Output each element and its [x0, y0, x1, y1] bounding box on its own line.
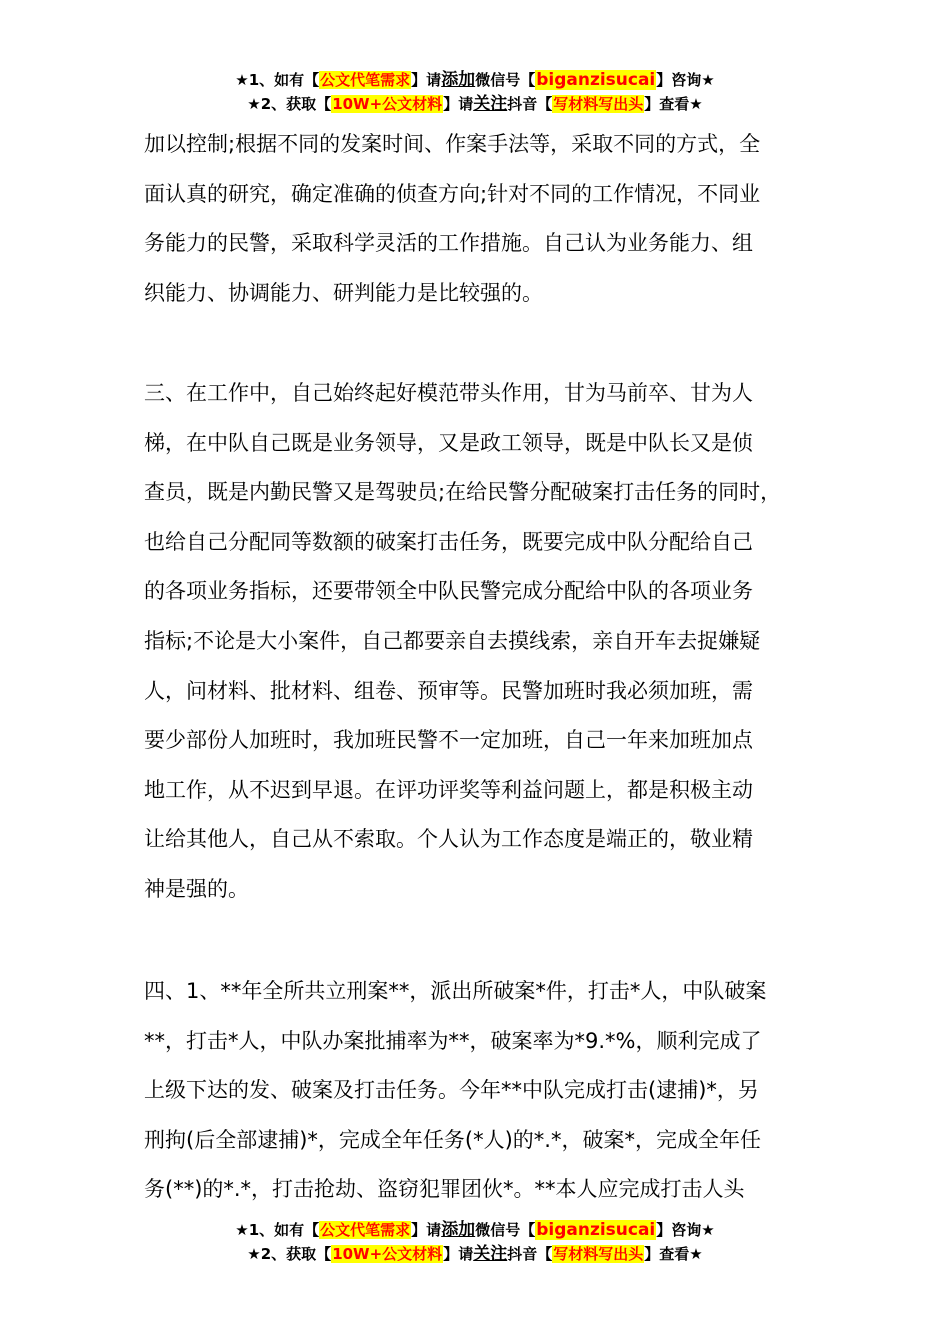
douyin-id-highlight: 写材料写出头 [553, 1245, 644, 1263]
banner-text: ★2、获取【 [247, 95, 332, 113]
text-line: 神是强的。 [144, 876, 249, 901]
banner-text: 微信号【 [475, 71, 536, 89]
banner-line-2 [0, 92, 950, 116]
banner-text: 微信号【 [475, 1221, 536, 1239]
banner-highlight: 10W+公文材料 [332, 95, 443, 113]
douyin-id-highlight: 写材料写出头 [553, 95, 644, 113]
banner-text: 抖音【 [507, 95, 553, 113]
text-line: 加以控制;根据不同的发案时间、作案手法等，采取不同的方式，全 [144, 132, 761, 156]
text-line: 上级下达的发、破案及打击任务。今年**中队完成打击(逮捕)*，另 [144, 1078, 759, 1103]
banner-underlined: 关注 [473, 1244, 508, 1264]
paragraph-1 [144, 120, 824, 318]
banner-underlined: 关注 [473, 94, 508, 114]
banner-text: 】咨询★ [656, 1221, 715, 1239]
banner-line-1 [0, 1218, 950, 1242]
text-line: 面认真的研究，确定准确的侦查方向;针对不同的工作情况，不同业 [144, 181, 761, 206]
text-line: 务能力的民警，采取科学灵活的工作措施。自己认为业务能力、组 [144, 231, 753, 256]
text-line: 务(**)的*.*，打击抢劫、盗窃犯罪团伙*。**本人应完成打击人头 [144, 1177, 745, 1202]
banner-text: 】查看★ [644, 1245, 703, 1263]
text-line: 四、1、**年全所共立刑案**，派出所破案*件，打击*人，中队破案 [144, 979, 767, 1003]
footer-banner [0, 1218, 950, 1266]
text-line: 查员，既是内勤民警又是驾驶员;在给民警分配破案打击任务的同时， [144, 480, 782, 505]
banner-text: ★1、如有【 [235, 1221, 320, 1239]
text-line: 梯，在中队自己既是业务领导，又是政工领导，既是中队长又是侦 [144, 430, 753, 455]
banner-highlight: 10W+公文材料 [332, 1245, 443, 1263]
banner-text: 】请 [411, 71, 442, 89]
text-line: 织能力、协调能力、研判能力是比较强的。 [144, 280, 543, 305]
text-line: 的各项业务指标，还要带领全中队民警完成分配给中队的各项业务 [144, 579, 753, 604]
paragraph-2 [144, 369, 824, 915]
banner-line-2 [0, 1242, 950, 1266]
banner-underlined: 添加 [441, 1220, 476, 1240]
header-banner [0, 68, 950, 116]
banner-text: 】请 [443, 1245, 474, 1263]
banner-text: 】查看★ [644, 95, 703, 113]
text-line: **，打击*人，中队办案批捕率为**，破案率为*9.*%，顺利完成了 [144, 1028, 762, 1053]
text-line: 三、在工作中，自己始终起好模范带头作用，甘为马前卒、甘为人 [144, 381, 753, 405]
wechat-id-highlight: biganzisucai [536, 1220, 656, 1240]
banner-highlight: 公文代笔需求 [320, 71, 411, 89]
banner-text: 】请 [411, 1221, 442, 1239]
text-line: 要少部份人加班时，我加班民警不一定加班，自己一年来加班加点 [144, 728, 753, 753]
text-line: 指标;不论是大小案件，自己都要亲自去摸线索，亲自开车去捉嫌疑 [144, 628, 761, 653]
banner-text: ★1、如有【 [235, 71, 320, 89]
paragraph-3 [144, 967, 824, 1215]
banner-text: 抖音【 [507, 1245, 553, 1263]
banner-text: 】请 [443, 95, 474, 113]
text-line: 也给自己分配同等数额的破案打击任务，既要完成中队分配给自己 [144, 529, 753, 554]
text-line: 刑拘(后全部逮捕)*，完成全年任务(*人)的*.*，破案*，完成全年任 [144, 1127, 761, 1152]
banner-text: ★2、获取【 [247, 1245, 332, 1263]
wechat-id-highlight: biganzisucai [536, 70, 656, 90]
text-line: 让给其他人，自己从不索取。个人认为工作态度是端正的，敬业精 [144, 827, 753, 852]
text-line: 人，问材料、批材料、组卷、预审等。民警加班时我必须加班，需 [144, 678, 753, 703]
text-line: 地工作，从不迟到早退。在评功评奖等利益问题上，都是积极主动 [144, 777, 753, 802]
banner-text: 】咨询★ [656, 71, 715, 89]
banner-highlight: 公文代笔需求 [320, 1221, 411, 1239]
banner-line-1 [0, 68, 950, 92]
banner-underlined: 添加 [441, 70, 476, 90]
